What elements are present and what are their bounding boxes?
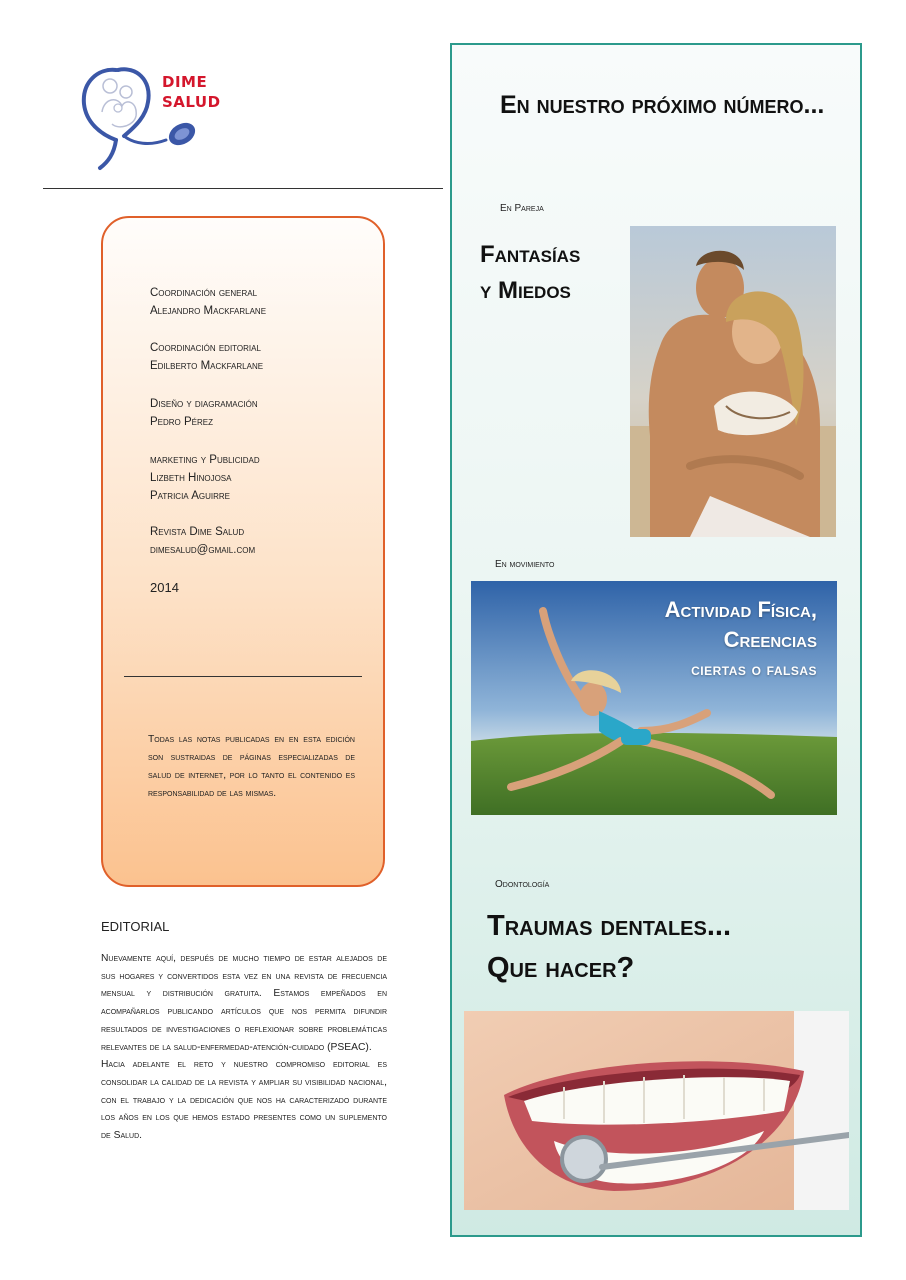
story3-title[interactable] — [487, 905, 731, 989]
credit-name: Lizbeth Hinojosa — [150, 472, 232, 484]
credit-marketing — [150, 451, 260, 505]
credit-coord-general — [150, 284, 266, 320]
story1-title[interactable] — [480, 237, 580, 309]
credits-divider — [124, 676, 362, 677]
credit-name: Alejandro Mackfarlane — [150, 305, 267, 317]
contact-email[interactable]: dimesalud@gmail.com — [150, 544, 256, 556]
disclaimer-text: Todas las notas publicadas en en esta edición son sustraidas de páginas especializadas de salud de internet, por lo tanto el contenido es responsabilidad de las mismas. — [148, 734, 355, 799]
story2-title-line2: Creencias — [723, 627, 817, 652]
logo-text-salud: SALUD — [162, 93, 221, 111]
story2-section-label: En movimiento — [495, 559, 555, 570]
next-issue-panel — [450, 43, 862, 1237]
credit-label: marketing y Publicidad — [150, 454, 260, 466]
credit-name: Patricia Aguirre — [150, 490, 230, 502]
credit-contact — [150, 523, 255, 559]
story2-title[interactable] — [665, 595, 817, 685]
credit-label: Coordinación editorial — [150, 342, 261, 354]
story1-section-label: En Pareja — [500, 203, 544, 214]
credit-design — [150, 395, 258, 431]
credit-coord-editorial — [150, 339, 263, 375]
story1-title-line1: Fantasías — [480, 241, 581, 268]
credit-name: Pedro Pérez — [150, 416, 213, 428]
dime-salud-logo — [78, 64, 228, 176]
credit-label: Diseño y diagramación — [150, 398, 258, 410]
editorial-paragraph: Hacia adelante el reto y nuestro compromiso editorial es consolidar la calidad de la revista y ampliar su visibilidad nacional, con el trabajo y la dedicación que nos ha caracterizado durante los años en los que hemos estado presentes como un suplemento de Salud. — [101, 1059, 387, 1142]
story3-title-line2: Que hacer? — [487, 952, 635, 984]
editorial-body — [101, 950, 387, 1145]
story3-title-line1: Traumas dentales... — [487, 910, 732, 942]
publication-year: 2014 — [150, 580, 179, 595]
fitness-photo[interactable] — [471, 581, 837, 815]
couple-beach-image — [630, 226, 836, 537]
couple-photo[interactable] — [630, 226, 836, 537]
editorial-paragraph: Nuevamente aquí, después de mucho tiempo de estar alejados de sus hogares y convertidos esta vez en una revista de frecuencia mensual y distribución gratuita. Estamos empeñados en acompañarlos publicando artículos que nos permita difundir resultados de investigaciones o reflexionar sobre problemáticas relevantes de la salud-enfermedad-atención-cuidado (PSEAC). — [101, 953, 387, 1053]
magazine-name: Revista Dime Salud — [150, 526, 245, 538]
header-divider — [43, 188, 443, 189]
story2-title-line3: ciertas o falsas — [691, 660, 817, 679]
story1-title-line2: y Miedos — [480, 277, 571, 304]
logo-text-dime: DIME — [162, 73, 208, 91]
next-issue-heading: En nuestro próximo número... — [500, 91, 825, 119]
credit-label: Coordinación general — [150, 287, 258, 299]
smile-dental-mirror-image — [464, 1011, 849, 1210]
story3-section-label: Odontología — [495, 879, 550, 890]
credit-name: Edilberto Mackfarlane — [150, 360, 264, 372]
editorial-heading: EDITORIAL — [101, 919, 170, 934]
credits-box — [101, 216, 385, 887]
story2-title-line1: Actividad Física, — [664, 597, 817, 622]
dental-photo[interactable] — [464, 1011, 849, 1210]
